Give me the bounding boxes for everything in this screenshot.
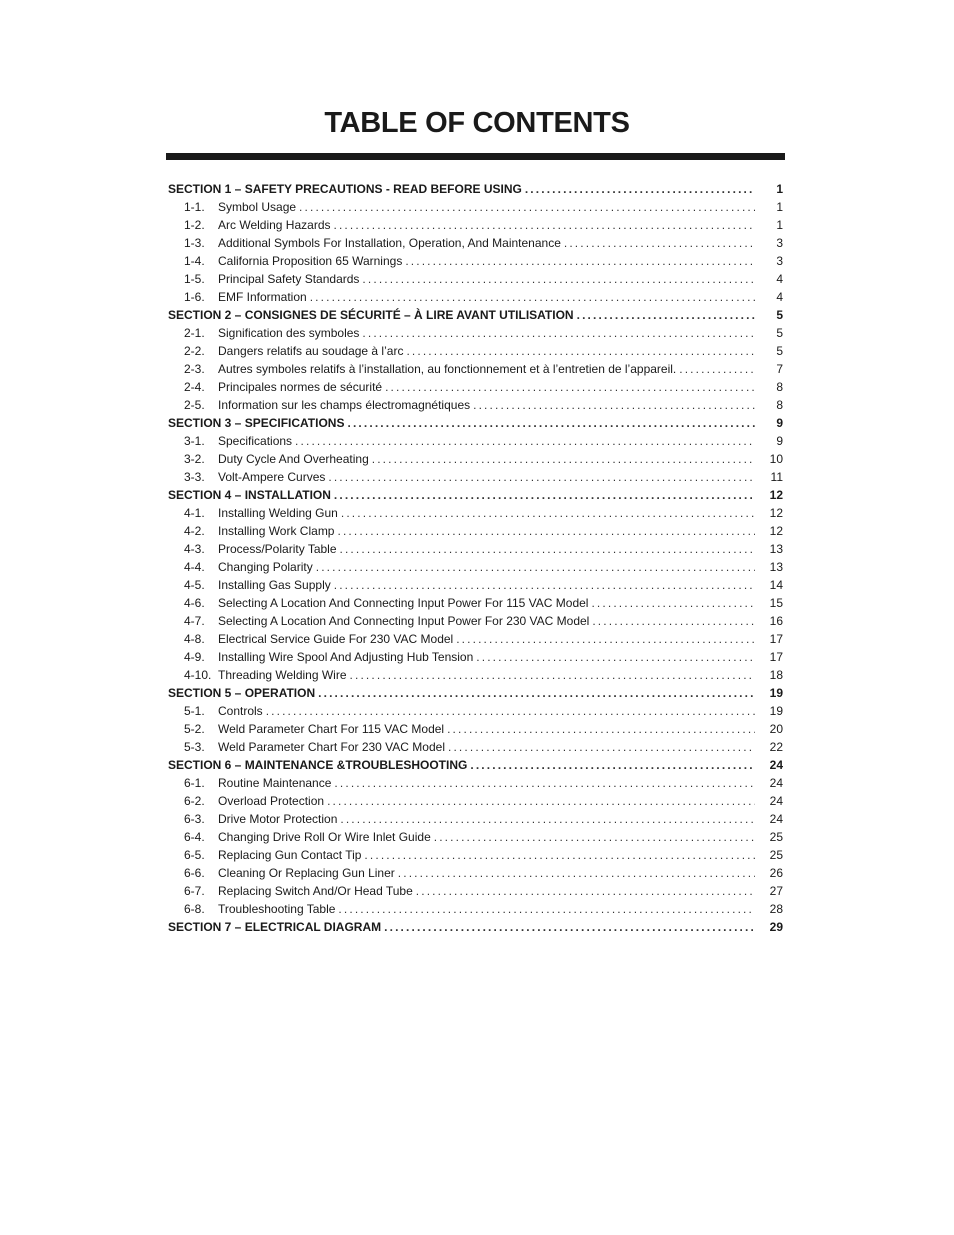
toc-page-number: 22	[769, 740, 783, 754]
toc-entry-number: 6-4.	[184, 830, 205, 844]
toc-entry-label: Process/Polarity Table	[218, 542, 337, 556]
toc-entry-number: 4-7.	[184, 614, 205, 628]
toc-entry-label: Installing Welding Gun	[218, 506, 338, 520]
toc-subsection-entry[interactable]	[166, 324, 785, 342]
toc-dot-leader	[456, 630, 755, 648]
toc-dot-leader	[334, 216, 756, 234]
toc-entry-label: Changing Drive Roll Or Wire Inlet Guide	[218, 830, 431, 844]
toc-section-entry[interactable]	[166, 684, 785, 702]
toc-page-number: 4	[776, 290, 783, 304]
toc-page-number: 12	[769, 488, 783, 502]
toc-entry-label: Volt-Ampere Curves	[218, 470, 326, 484]
toc-subsection-entry[interactable]	[166, 234, 785, 252]
toc-page-number: 1	[776, 218, 783, 232]
toc-dot-leader	[334, 774, 755, 792]
toc-entry-number: 2-5.	[184, 398, 205, 412]
toc-dot-leader	[334, 486, 755, 504]
toc-entry-label: Installing Work Clamp	[218, 524, 335, 538]
toc-entry-label: SECTION 4 – INSTALLATION	[168, 488, 331, 502]
toc-subsection-entry[interactable]	[166, 522, 785, 540]
toc-dot-leader	[347, 414, 755, 432]
toc-page-number: 24	[769, 758, 783, 772]
toc-entry-label: Replacing Switch And/Or Head Tube	[218, 884, 413, 898]
toc-subsection-entry[interactable]	[166, 882, 785, 900]
toc-entry-number: 6-7.	[184, 884, 205, 898]
toc-section-entry[interactable]	[166, 486, 785, 504]
toc-subsection-entry[interactable]	[166, 450, 785, 468]
toc-entry-label: Overload Protection	[218, 794, 325, 808]
toc-entry-label: Arc Welding Hazards	[218, 218, 331, 232]
toc-subsection-entry[interactable]	[166, 396, 785, 414]
toc-dot-leader	[434, 828, 755, 846]
toc-entry-label: Principales normes de sécurité	[218, 380, 383, 394]
toc-subsection-entry[interactable]	[166, 216, 785, 234]
toc-entry-label: Additional Symbols For Installation, Operation, And Maintenance	[218, 236, 561, 250]
toc-subsection-entry[interactable]	[166, 558, 785, 576]
toc-entry-number: 2-3.	[184, 362, 205, 376]
toc-subsection-entry[interactable]	[166, 828, 785, 846]
toc-page-number: 5	[776, 308, 783, 322]
toc-subsection-entry[interactable]	[166, 612, 785, 630]
toc-subsection-entry[interactable]	[166, 288, 785, 306]
toc-dot-leader	[266, 702, 755, 720]
toc-entry-number: 2-1.	[184, 326, 205, 340]
toc-entry-number: 5-2.	[184, 722, 205, 736]
toc-page-number: 11	[770, 470, 783, 484]
toc-entry-number: 4-10.	[184, 668, 212, 682]
toc-subsection-entry[interactable]	[166, 432, 785, 450]
toc-page-number: 13	[769, 542, 783, 556]
toc-entry-number: 6-3.	[184, 812, 205, 826]
toc-dot-leader	[398, 864, 755, 882]
table-of-contents	[166, 180, 785, 936]
toc-entry-label: Threading Welding Wire	[218, 668, 347, 682]
toc-dot-leader	[295, 432, 755, 450]
toc-page-number: 25	[769, 848, 783, 862]
toc-dot-leader	[310, 288, 755, 306]
toc-entry-number: 4-1.	[184, 506, 205, 520]
toc-entry-label: SECTION 6 – MAINTENANCE &TROUBLESHOOTING	[168, 758, 468, 772]
toc-entry-label: SECTION 2 – CONSIGNES DE SÉCURITÉ – À LIRE AVANT UTILISATION	[168, 308, 574, 322]
toc-page-number: 17	[769, 632, 783, 646]
toc-dot-leader	[362, 270, 755, 288]
toc-page-number: 3	[776, 236, 783, 250]
toc-entry-label: Symbol Usage	[218, 200, 297, 214]
toc-entry-label: Signification des symboles	[218, 326, 360, 340]
toc-entry-label: Information sur les champs électromagnétiques	[218, 398, 471, 412]
toc-entry-label: Autres symboles relatifs à l’installation, au fonctionnement et à l’entretien de l’appareil.	[218, 362, 677, 376]
toc-page-number: 27	[769, 884, 783, 898]
toc-entry-label: Installing Wire Spool And Adjusting Hub Tension	[218, 650, 474, 664]
toc-subsection-entry[interactable]	[166, 540, 785, 558]
toc-entry-label: EMF Information	[218, 290, 307, 304]
toc-dot-leader	[334, 576, 755, 594]
toc-subsection-entry[interactable]	[166, 810, 785, 828]
toc-entry-number: 6-6.	[184, 866, 205, 880]
toc-entry-label: Electrical Service Guide For 230 VAC Model	[218, 632, 454, 646]
toc-subsection-entry[interactable]	[166, 864, 785, 882]
toc-page-number: 15	[769, 596, 783, 610]
toc-entry-label: Routine Maintenance	[218, 776, 332, 790]
toc-page-number: 3	[776, 254, 783, 268]
toc-entry-number: 6-2.	[184, 794, 205, 808]
toc-entry-number: 1-3.	[184, 236, 205, 250]
toc-entry-number: 1-2.	[184, 218, 205, 232]
toc-dot-leader	[385, 378, 755, 396]
toc-page-number: 5	[776, 326, 783, 340]
toc-entry-label: California Proposition 65 Warnings	[218, 254, 403, 268]
toc-page-number: 9	[776, 416, 783, 430]
toc-page-number: 19	[769, 686, 783, 700]
toc-dot-leader	[328, 468, 755, 486]
toc-page-number: 20	[769, 722, 783, 736]
page-title: TABLE OF CONTENTS	[324, 107, 630, 139]
title-divider	[166, 153, 785, 160]
toc-entry-label: Cleaning Or Replacing Gun Liner	[218, 866, 395, 880]
toc-subsection-entry[interactable]	[166, 900, 785, 918]
toc-dot-leader	[350, 666, 755, 684]
toc-entry-number: 4-9.	[184, 650, 205, 664]
toc-page-number: 8	[776, 380, 783, 394]
toc-dot-leader	[364, 846, 755, 864]
toc-entry-number: 4-5.	[184, 578, 205, 592]
toc-entry-label: Dangers relatifs au soudage à l’arc	[218, 344, 404, 358]
toc-entry-label: Controls	[218, 704, 263, 718]
toc-dot-leader	[591, 594, 755, 612]
toc-page-number: 25	[769, 830, 783, 844]
toc-dot-leader	[476, 648, 755, 666]
toc-entry-number: 4-4.	[184, 560, 205, 574]
toc-entry-label: Duty Cycle And Overheating	[218, 452, 369, 466]
toc-entry-number: 4-2.	[184, 524, 205, 538]
toc-entry-number: 4-6.	[184, 596, 205, 610]
toc-dot-leader	[564, 234, 755, 252]
toc-subsection-entry[interactable]	[166, 360, 785, 378]
toc-dot-leader	[340, 810, 755, 828]
toc-page-number: 24	[769, 812, 783, 826]
toc-page-number: 18	[769, 668, 783, 682]
toc-entry-number: 1-5.	[184, 272, 205, 286]
toc-page-number: 9	[776, 434, 783, 448]
toc-subsection-entry[interactable]	[166, 342, 785, 360]
toc-dot-leader	[448, 738, 755, 756]
toc-dot-leader	[447, 720, 755, 738]
toc-dot-leader	[473, 396, 755, 414]
toc-section-entry[interactable]	[166, 414, 785, 432]
toc-entry-number: 5-1.	[184, 704, 205, 718]
toc-entry-label: SECTION 1 – SAFETY PRECAUTIONS - READ BEFORE USING	[168, 182, 522, 196]
toc-section-entry[interactable]	[166, 306, 785, 324]
toc-page-number: 16	[769, 614, 783, 628]
toc-entry-number: 2-2.	[184, 344, 205, 358]
toc-page-number: 12	[769, 524, 783, 538]
toc-dot-leader	[470, 756, 755, 774]
toc-page-number: 24	[769, 794, 783, 808]
toc-subsection-entry[interactable]	[166, 576, 785, 594]
toc-subsection-entry[interactable]	[166, 630, 785, 648]
toc-entry-label: Installing Gas Supply	[218, 578, 331, 592]
toc-subsection-entry[interactable]	[166, 252, 785, 270]
toc-page-number: 12	[769, 506, 783, 520]
toc-subsection-entry[interactable]	[166, 702, 785, 720]
toc-dot-leader	[316, 558, 755, 576]
toc-subsection-entry[interactable]	[166, 792, 785, 810]
toc-section-entry[interactable]	[166, 756, 785, 774]
toc-dot-leader	[525, 180, 755, 198]
toc-subsection-entry[interactable]	[166, 504, 785, 522]
toc-page-number: 4	[776, 272, 783, 286]
toc-entry-label: Drive Motor Protection	[218, 812, 338, 826]
toc-subsection-entry[interactable]	[166, 648, 785, 666]
toc-page-number: 29	[769, 920, 783, 934]
toc-page-number: 28	[769, 902, 783, 916]
toc-dot-leader	[384, 918, 755, 936]
toc-entry-number: 6-5.	[184, 848, 205, 862]
toc-entry-number: 2-4.	[184, 380, 205, 394]
toc-entry-label: SECTION 7 – ELECTRICAL DIAGRAM	[168, 920, 382, 934]
toc-page-number: 7	[776, 362, 783, 376]
toc-page-number: 13	[769, 560, 783, 574]
toc-entry-number: 5-3.	[184, 740, 205, 754]
toc-dot-leader	[577, 306, 755, 324]
toc-dot-leader	[299, 198, 755, 216]
toc-page-number: 10	[769, 452, 783, 466]
toc-dot-leader	[405, 252, 755, 270]
toc-dot-leader	[318, 684, 755, 702]
toc-entry-label: SECTION 3 – SPECIFICATIONS	[168, 416, 345, 430]
toc-page-number: 26	[769, 866, 783, 880]
toc-page-number: 8	[776, 398, 783, 412]
toc-subsection-entry[interactable]	[166, 666, 785, 684]
toc-page-number: 14	[769, 578, 783, 592]
toc-entry-number: 4-3.	[184, 542, 205, 556]
toc-subsection-entry[interactable]	[166, 378, 785, 396]
toc-dot-leader	[337, 522, 755, 540]
toc-dot-leader	[338, 900, 755, 918]
toc-page-number: 24	[769, 776, 783, 790]
toc-entry-label: Specifications	[218, 434, 293, 448]
toc-page-number: 17	[769, 650, 783, 664]
toc-subsection-entry[interactable]	[166, 720, 785, 738]
toc-entry-number: 3-2.	[184, 452, 205, 466]
toc-entry-number: 3-3.	[184, 470, 205, 484]
toc-section-entry[interactable]	[166, 918, 785, 936]
toc-dot-leader	[327, 792, 755, 810]
toc-entry-label: Weld Parameter Chart For 115 VAC Model	[218, 722, 445, 736]
toc-dot-leader	[341, 504, 755, 522]
toc-subsection-entry[interactable]	[166, 846, 785, 864]
toc-entry-number: 1-4.	[184, 254, 205, 268]
toc-entry-label: Changing Polarity	[218, 560, 313, 574]
toc-entry-number: 3-1.	[184, 434, 205, 448]
toc-subsection-entry[interactable]	[166, 270, 785, 288]
toc-subsection-entry[interactable]	[166, 468, 785, 486]
toc-dot-leader	[679, 360, 755, 378]
toc-entry-number: 6-8.	[184, 902, 205, 916]
toc-page-number: 1	[776, 182, 783, 196]
toc-dot-leader	[340, 540, 756, 558]
toc-entry-label: Selecting A Location And Connecting Input Power For 115 VAC Model	[218, 596, 589, 610]
toc-entry-number: 6-1.	[184, 776, 205, 790]
toc-subsection-entry[interactable]	[166, 738, 785, 756]
toc-entry-label: Weld Parameter Chart For 230 VAC Model	[218, 740, 445, 754]
toc-subsection-entry[interactable]	[166, 774, 785, 792]
toc-entry-label: Principal Safety Standards	[218, 272, 360, 286]
toc-dot-leader	[592, 612, 755, 630]
toc-entry-number: 1-6.	[184, 290, 205, 304]
toc-page-number: 1	[776, 200, 783, 214]
toc-section-entry[interactable]	[166, 180, 785, 198]
toc-dot-leader	[372, 450, 755, 468]
toc-entry-label: Replacing Gun Contact Tip	[218, 848, 362, 862]
toc-entry-label: Troubleshooting Table	[218, 902, 336, 916]
toc-dot-leader	[362, 324, 755, 342]
toc-page-number: 19	[769, 704, 783, 718]
toc-page-number: 5	[776, 344, 783, 358]
toc-entry-number: 4-8.	[184, 632, 205, 646]
toc-dot-leader	[416, 882, 755, 900]
toc-entry-number: 1-1.	[184, 200, 205, 214]
toc-dot-leader	[406, 342, 755, 360]
toc-entry-label: Selecting A Location And Connecting Input Power For 230 VAC Model	[218, 614, 590, 628]
toc-entry-label: SECTION 5 – OPERATION	[168, 686, 316, 700]
toc-subsection-entry[interactable]	[166, 198, 785, 216]
toc-subsection-entry[interactable]	[166, 594, 785, 612]
